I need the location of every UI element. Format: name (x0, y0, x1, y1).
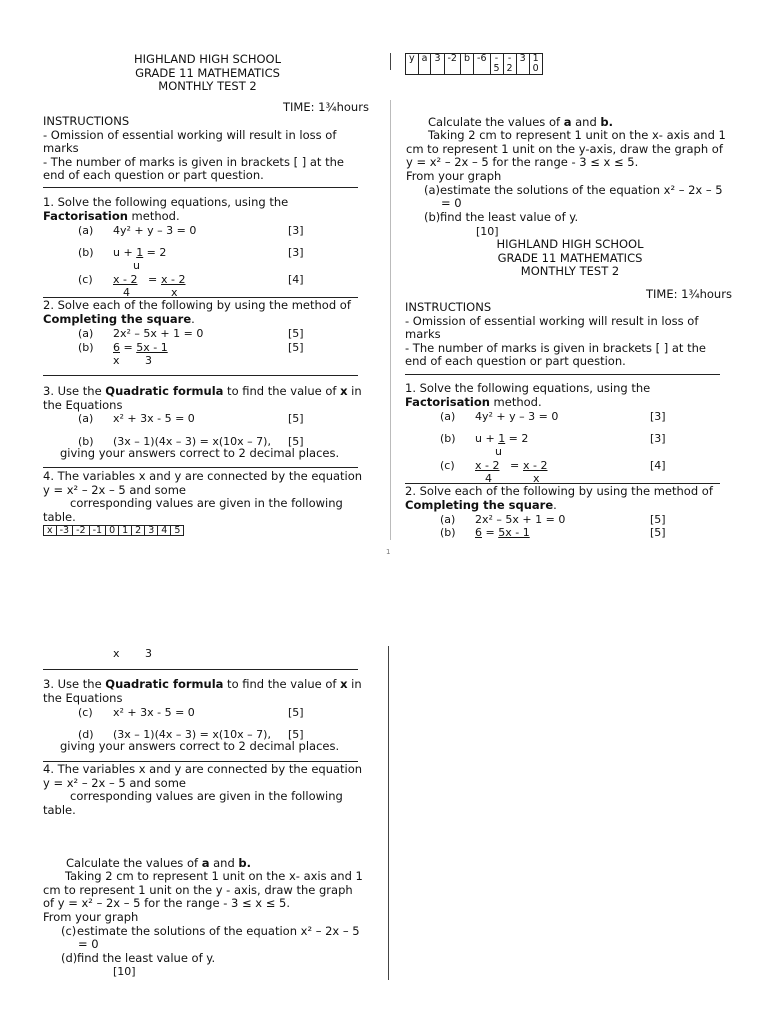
q4d-label: (d) (61, 951, 78, 965)
denominator: x (113, 354, 120, 367)
instructions-heading: INSTRUCTIONS (43, 114, 130, 128)
q1b-label: (b) (78, 246, 94, 259)
equals: = (148, 273, 158, 286)
q4-text: 4. The variables x and y are connected by the equation (43, 469, 363, 483)
instruction-line: - The number of marks is given in brackets [ ] at the (405, 340, 706, 355)
instruction-line: end of each question or part question. (43, 168, 264, 182)
divider (43, 467, 358, 468)
method-name: Completing the square (405, 497, 554, 512)
q2-method-line (405, 499, 745, 513)
q1-method-line (43, 210, 373, 224)
table-row (44, 526, 184, 536)
q3c-equation: x² + 3x - 5 = 0 (113, 706, 195, 719)
q3-text: to find the value of (223, 384, 341, 398)
q3a-label: (a) (78, 412, 94, 425)
q4-text: From your graph (406, 168, 502, 183)
variable: x (340, 384, 348, 398)
q2-text: 2. Solve each of the following by using the method of (405, 484, 713, 498)
q1-method-line (405, 396, 735, 410)
test-title: MONTHLY TEST 2 (520, 264, 620, 278)
q4a-label: (a) (424, 183, 441, 197)
eq-part: = 2 (143, 246, 167, 259)
table-cell: -1 (89, 526, 105, 536)
q1-text: 1. Solve the following equations, using the (405, 381, 651, 395)
numerator: 6 (113, 341, 120, 354)
q4b-text: find the least value of y. (440, 210, 579, 224)
instructions-heading: INSTRUCTIONS (405, 300, 492, 314)
table-cell: 0 (529, 64, 542, 75)
q1b-marks: [3] (288, 246, 304, 259)
method-name: Completing the square (43, 311, 192, 326)
q4a-text: = 0 (441, 196, 462, 210)
variable: a (201, 856, 210, 870)
q3a-marks: [5] (288, 412, 304, 425)
denominator: u (133, 259, 140, 272)
denominator: u (495, 445, 502, 458)
table-cell (431, 64, 444, 75)
numerator: 1 (498, 432, 506, 445)
table-row (406, 64, 543, 75)
instruction-line: - Omission of essential working will result in loss of (43, 127, 337, 142)
time-allowed: TIME: 1¾hours (646, 287, 732, 301)
q3d-label: (d) (78, 728, 94, 741)
variable: b. (238, 856, 252, 870)
table-cell: -2 (73, 526, 89, 536)
q3-rounding-note: giving your answers correct to 2 decimal places. (60, 446, 340, 460)
variable: b. (600, 115, 614, 129)
table-cell: 1 (119, 526, 132, 536)
q1a-equation: 4y² + y – 3 = 0 (113, 224, 197, 237)
q4c-text: estimate the solutions of the equation x² – 2x – 5 (77, 924, 360, 938)
q4-text: of y = x² – 2x – 5 for the range - 3 ≤ x ≤ 5. (43, 896, 291, 910)
table-cell: 3 (145, 526, 158, 536)
instructions-block (405, 301, 745, 369)
variable: x (340, 677, 348, 691)
table-cell (460, 64, 473, 75)
q4-text: 4. The variables x and y are connected by the equation (43, 762, 363, 776)
table-cell: 1 (529, 54, 542, 65)
table-cell: -2 (444, 54, 460, 65)
q4c-label: (c) (61, 924, 77, 938)
q3-line (43, 385, 373, 399)
method-name: Factorisation (405, 394, 490, 409)
q2-text: 2. Solve each of the following by using the method of (43, 298, 351, 312)
instruction-line: marks (43, 141, 79, 155)
table-cell: 3 (516, 54, 529, 65)
method-name: Quadratic formula (105, 677, 224, 691)
q1b-label: (b) (440, 432, 456, 445)
q2a-label: (a) (78, 327, 94, 340)
q3-line (43, 678, 373, 692)
table-cell (406, 64, 419, 75)
eq-part: = 2 (505, 432, 529, 445)
q4-text: y = x² – 2x – 5 and some (43, 775, 186, 790)
q4c-text: = 0 (78, 937, 99, 951)
divider (405, 374, 720, 375)
q4-text: table. (43, 802, 76, 817)
q4-text: cm to represent 1 unit on the y-axis, draw the graph of (406, 141, 723, 156)
numerator: x - 2 (475, 459, 500, 472)
table-cell (516, 64, 529, 75)
y-values-table (405, 53, 543, 75)
table-cell: 2 (503, 64, 516, 75)
q3-text: in (347, 384, 362, 398)
q1c-marks: [4] (288, 273, 304, 286)
question-1 (405, 382, 735, 409)
q4-total-marks: [10] (113, 965, 136, 978)
q2a-marks: [5] (288, 327, 304, 340)
q3-rounding-note: giving your answers correct to 2 decimal places. (60, 739, 340, 753)
q2b-equation (113, 341, 168, 355)
table-cell: 5 (171, 526, 184, 536)
q3-text: the Equations (43, 690, 123, 705)
q1a-label: (a) (78, 224, 94, 237)
q1b-marks: [3] (650, 432, 666, 445)
question-4 (43, 470, 373, 524)
column-separator (390, 53, 391, 70)
numerator: 1 (136, 246, 144, 259)
table-cell: y (406, 54, 419, 65)
q1a-equation: 4y² + y – 3 = 0 (475, 410, 559, 423)
table-cell: - (490, 54, 503, 65)
denominator: x (171, 286, 178, 299)
q2-text: . (191, 311, 195, 326)
table-cell: b (460, 54, 473, 65)
q2-method-line (43, 313, 373, 327)
method-name: Factorisation (43, 208, 128, 223)
q3-text: the Equations (43, 397, 123, 412)
table-cell: 4 (158, 526, 171, 536)
left-title-block (120, 53, 295, 94)
q4d-text: find the least value of y. (77, 951, 216, 965)
q4-total-marks: [10] (476, 225, 499, 238)
denominator: 3 (145, 647, 152, 660)
q3c-label: (c) (78, 706, 93, 719)
q2b-label: (b) (440, 526, 456, 539)
table-cell: 0 (106, 526, 119, 536)
table-cell: 2 (132, 526, 145, 536)
question-2 (405, 485, 745, 512)
x-values-table (43, 525, 184, 536)
table-cell: -3 (56, 526, 72, 536)
eq-part: u + (113, 246, 137, 259)
q3c-marks: [5] (288, 706, 304, 719)
table-cell: 3 (431, 54, 444, 65)
table-cell: - (503, 54, 516, 65)
q4b-label: (b) (424, 210, 441, 224)
q4-text: y = x² – 2x – 5 and some (43, 482, 186, 497)
q2a-label: (a) (440, 513, 456, 526)
page-marker: 1 (386, 548, 391, 556)
instruction-line: - Omission of essential working will result in loss of (405, 313, 699, 328)
q4-text: and (571, 115, 601, 129)
q2b-equation (475, 526, 530, 540)
q3a-equation: x² + 3x - 5 = 0 (113, 412, 195, 425)
instruction-line: end of each question or part question. (405, 354, 626, 368)
q3b-label: (b) (78, 435, 94, 448)
q1a-marks: [3] (650, 410, 666, 423)
q1a-label: (a) (440, 410, 456, 423)
numerator: 5x - 1 (136, 341, 168, 354)
q2b-marks: [5] (650, 526, 666, 539)
q4-text: table. (43, 509, 76, 524)
denominator: 4 (123, 286, 130, 299)
right-title-block (480, 238, 660, 279)
numerator: x - 2 (113, 273, 138, 286)
q3-text: 3. Use the (43, 384, 106, 398)
table-cell (444, 64, 460, 75)
denominator: 4 (485, 472, 492, 485)
numerator: 5x - 1 (498, 526, 530, 539)
column-separator (390, 100, 391, 540)
table-row (406, 54, 543, 65)
numerator: x - 2 (523, 459, 548, 472)
q4-text: y = x² – 2x – 5 for the range - 3 ≤ x ≤ 5. (406, 155, 639, 169)
q1a-marks: [3] (288, 224, 304, 237)
q1-text: method. (127, 208, 180, 223)
denominator: x (533, 472, 540, 485)
eq-part: u + (475, 432, 499, 445)
q3-text: in (347, 677, 362, 691)
instructions-block (43, 115, 373, 183)
q4-text: From your graph (43, 909, 139, 924)
q3b-equation: (3x – 1)(4x – 3) = x(10x – 7), (113, 435, 271, 448)
divider (43, 669, 358, 670)
q1b-equation (475, 432, 528, 446)
question-1 (43, 196, 373, 223)
equals: = (510, 459, 520, 472)
grade-title: GRADE 11 MATHEMATICS (135, 65, 280, 80)
question-4 (43, 763, 373, 817)
q2a-equation: 2x² – 5x + 1 = 0 (475, 513, 566, 526)
denominator: 3 (145, 354, 152, 367)
q3-text: to find the value of (223, 677, 341, 691)
column-separator (388, 646, 389, 980)
grade-title: GRADE 11 MATHEMATICS (497, 250, 643, 265)
test-title: MONTHLY TEST 2 (158, 79, 257, 93)
q4a-text: estimate the solutions of the equation x² – 2x – 5 (440, 183, 723, 197)
q4-text: corresponding values are given in the following (70, 496, 343, 510)
q1-text: 1. Solve the following equations, using the (43, 195, 289, 209)
q1-text: method. (489, 394, 542, 409)
equals: = (120, 341, 137, 354)
q2a-equation: 2x² – 5x + 1 = 0 (113, 327, 204, 340)
q2-text: . (553, 497, 557, 512)
q1c-label: (c) (78, 273, 93, 286)
q4-text: Calculate the values of (428, 115, 564, 129)
school-name: HIGHLAND HIGH SCHOOL (134, 52, 281, 66)
equals: = (482, 526, 499, 539)
table-cell (418, 64, 431, 75)
q2b-label: (b) (78, 341, 94, 354)
school-name: HIGHLAND HIGH SCHOOL (496, 237, 644, 251)
numerator: 6 (475, 526, 482, 539)
q4-text: Taking 2 cm to represent 1 unit on the x- axis and 1 (428, 128, 726, 142)
numerator: x - 2 (161, 273, 186, 286)
time-allowed: TIME: 1¾hours (283, 100, 369, 114)
table-cell: x (44, 526, 57, 536)
q4-text: corresponding values are given in the following (70, 789, 343, 803)
q3b-marks: [5] (288, 435, 304, 448)
q2b-marks: [5] (288, 341, 304, 354)
q2a-marks: [5] (650, 513, 666, 526)
q4-text: Taking 2 cm to represent 1 unit on the x- axis and 1 (65, 869, 363, 883)
divider (43, 375, 358, 376)
q1c-marks: [4] (650, 459, 666, 472)
method-name: Quadratic formula (105, 384, 224, 398)
q3d-marks: [5] (288, 728, 304, 741)
table-cell (474, 64, 490, 75)
q4-text: cm to represent 1 unit on the y - axis, draw the graph (43, 882, 353, 897)
graph-instruction (43, 870, 383, 924)
q1c-label: (c) (440, 459, 455, 472)
instruction-line: marks (405, 327, 441, 341)
q3-text: 3. Use the (43, 677, 106, 691)
question-3 (43, 678, 373, 705)
q4-text: and (209, 856, 239, 870)
q4-text: Calculate the values of (66, 856, 202, 870)
denominator: x (113, 647, 120, 660)
question-2 (43, 299, 373, 326)
graph-instruction (406, 129, 746, 183)
divider (43, 187, 358, 188)
table-cell: 5 (490, 64, 503, 75)
table-cell: a (418, 54, 431, 65)
question-3 (43, 385, 373, 412)
q3d-equation: (3x – 1)(4x – 3) = x(10x – 7), (113, 728, 271, 741)
q1b-equation (113, 246, 166, 260)
instruction-line: - The number of marks is given in brackets [ ] at the (43, 154, 344, 169)
variable: a (563, 115, 572, 129)
table-cell: -6 (474, 54, 490, 65)
